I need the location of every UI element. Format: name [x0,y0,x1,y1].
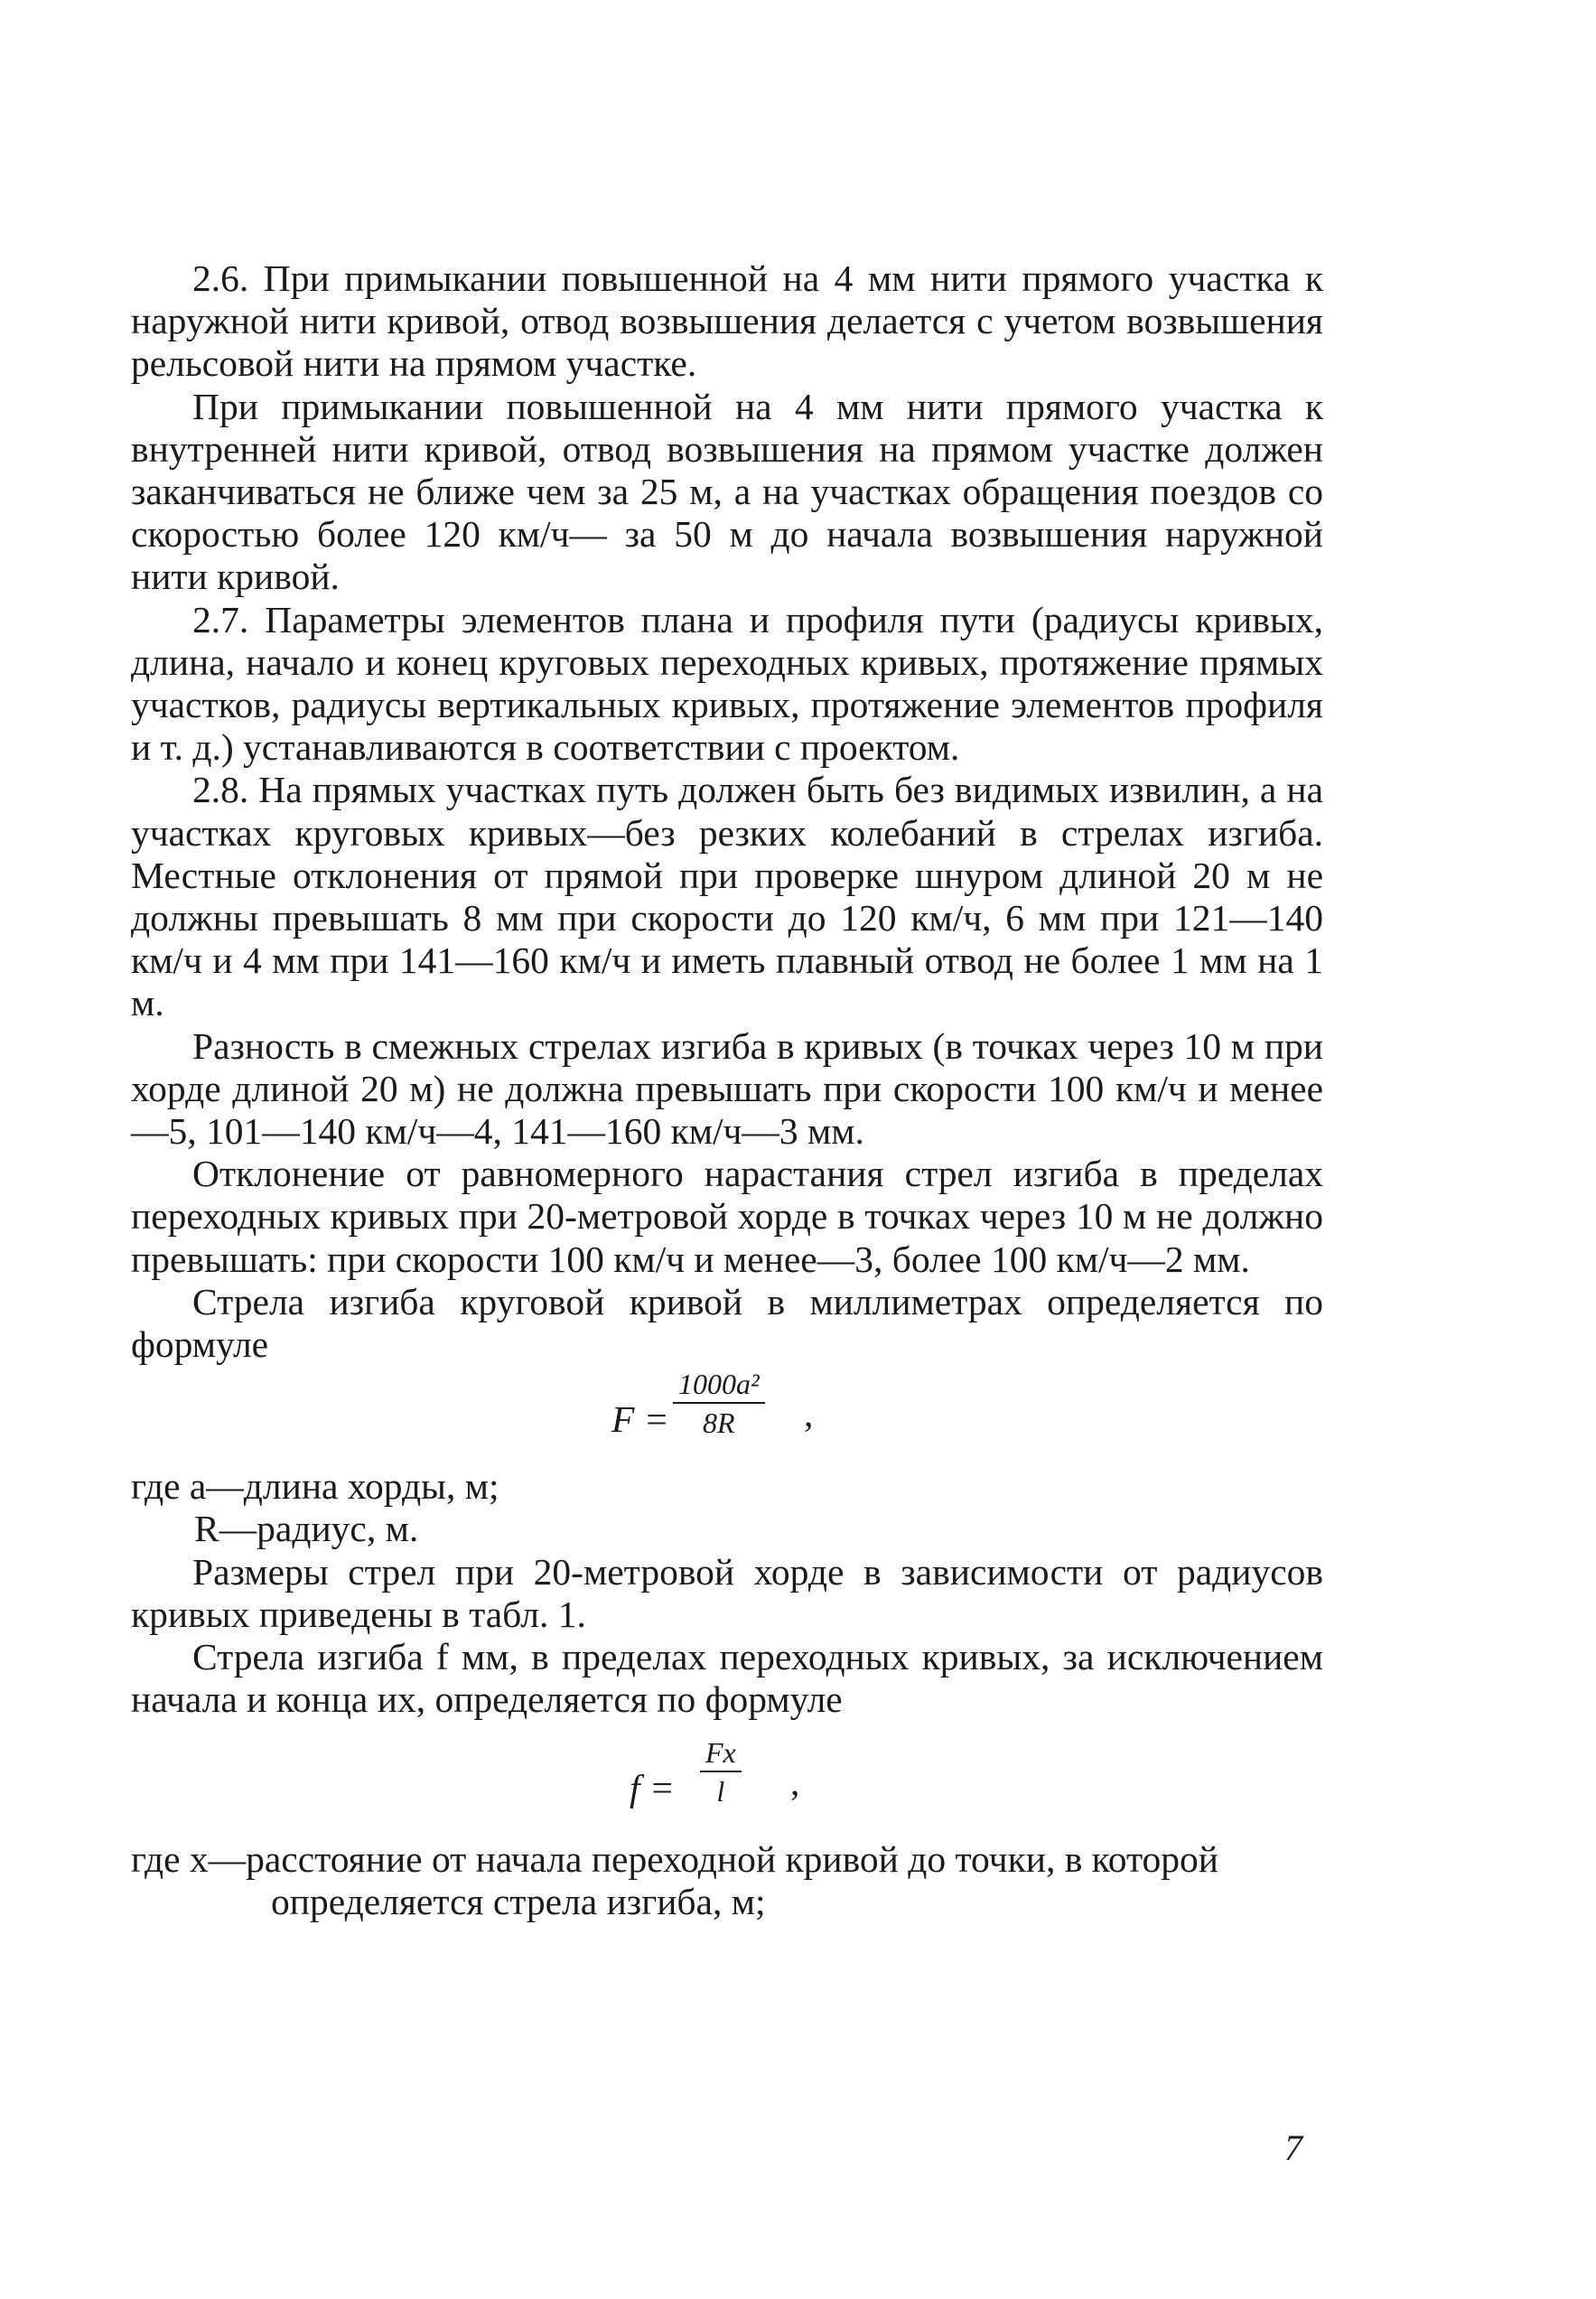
formula-comma: , [804,1393,814,1435]
paragraph-formula-intro: Стрела изгиба круговой кривой в миллиметрах определяется по формуле [131,1280,1323,1366]
paragraph-2-7: 2.7. Параметры элементов плана и профиля пути (радиусы кривых, длина, начало и конец круговых переходных кривых, протяжение прямых участков, радиусы вертикальных кривых, протяжение элементов профиля и т. д.) устанавливаются в соответствии с проектом. [131,598,1323,769]
formula-fraction [673,1366,765,1442]
formula-lhs: F = [611,1398,669,1441]
definition-radius: R—радиус, м. [194,1508,419,1550]
paragraph-2-8-deviation: Отклонение от равномерного нарастания стрел изгиба в пределах переходных кривых при 20-метровой хорде в точках через 10 м не должно превышать: при скорости 100 км/ч и менее—3, более 100 км/ч—2 мм. [131,1153,1323,1280]
definition-chord-length: где a—длина хорды, м; [131,1465,499,1508]
formula-comma: , [790,1761,800,1803]
formula-circular-curve [131,1366,1323,1465]
formula-lhs: f = [630,1766,675,1808]
paragraph-2-8-difference: Разность в смежных стрелах изгиба в кривых (в точках через 10 м при хорде длиной 20 м) не должна превышать при скорости 100 км/ч и менее—5, 101—140 км/ч—4, 141—160 км/ч—3 мм. [131,1024,1323,1153]
paragraph-table-reference: Размеры стрел при 20-метровой хорде в зависимости от радиусов кривых приведены в табл. 1. [131,1550,1323,1635]
paragraph-transition-formula-intro: Стрела изгиба f мм, в пределах переходных кривых, за исключением начала и конца их, определяется по формуле [131,1636,1323,1721]
paragraph-2-8: 2.8. На прямых участках путь должен быть без видимых извилин, а на участках круговых кривых—без резких колебаний в стрелах изгиба. Местные отклонения от прямой при проверке шнуром длиной 20 м не должны превышать 8 мм при скорости до 120 км/ч, 6 мм при 121—140 км/ч и 4 мм при 141—160 км/ч и иметь плавный отвод не более 1 мм на 1 м. [131,769,1323,1024]
formula-transition-curve [131,1734,1323,1838]
page-number: 7 [1284,2127,1302,2168]
definition-distance-x: где x—расстояние от начала переходной кривой до точки, в которой определяется стрела изгиба, м; [131,1837,1218,1922]
formula-numerator: Fx [700,1734,742,1772]
document-page [131,257,1323,1923]
formula-denominator: l [716,1774,725,1808]
paragraph-2-6: 2.6. При примыкании повышенной на 4 мм нити прямого участка к наружной нити кривой, отвод возвышения делается с учетом возвышения рельсовой нити на прямом участке. [131,257,1323,385]
formula-numerator: 1000a² [673,1366,765,1404]
paragraph-2-6-cont: При примыкании повышенной на 4 мм нити прямого участка к внутренней нити кривой, отвод возвышения на прямом участке должен заканчиваться не ближе чем за 25 м, а на участках обращения поездов со скоростью более 120 км/ч— за 50 м до начала возвышения наружной нити кривой. [131,385,1323,598]
formula-denominator: 8R [703,1407,735,1440]
formula-fraction [700,1734,742,1810]
